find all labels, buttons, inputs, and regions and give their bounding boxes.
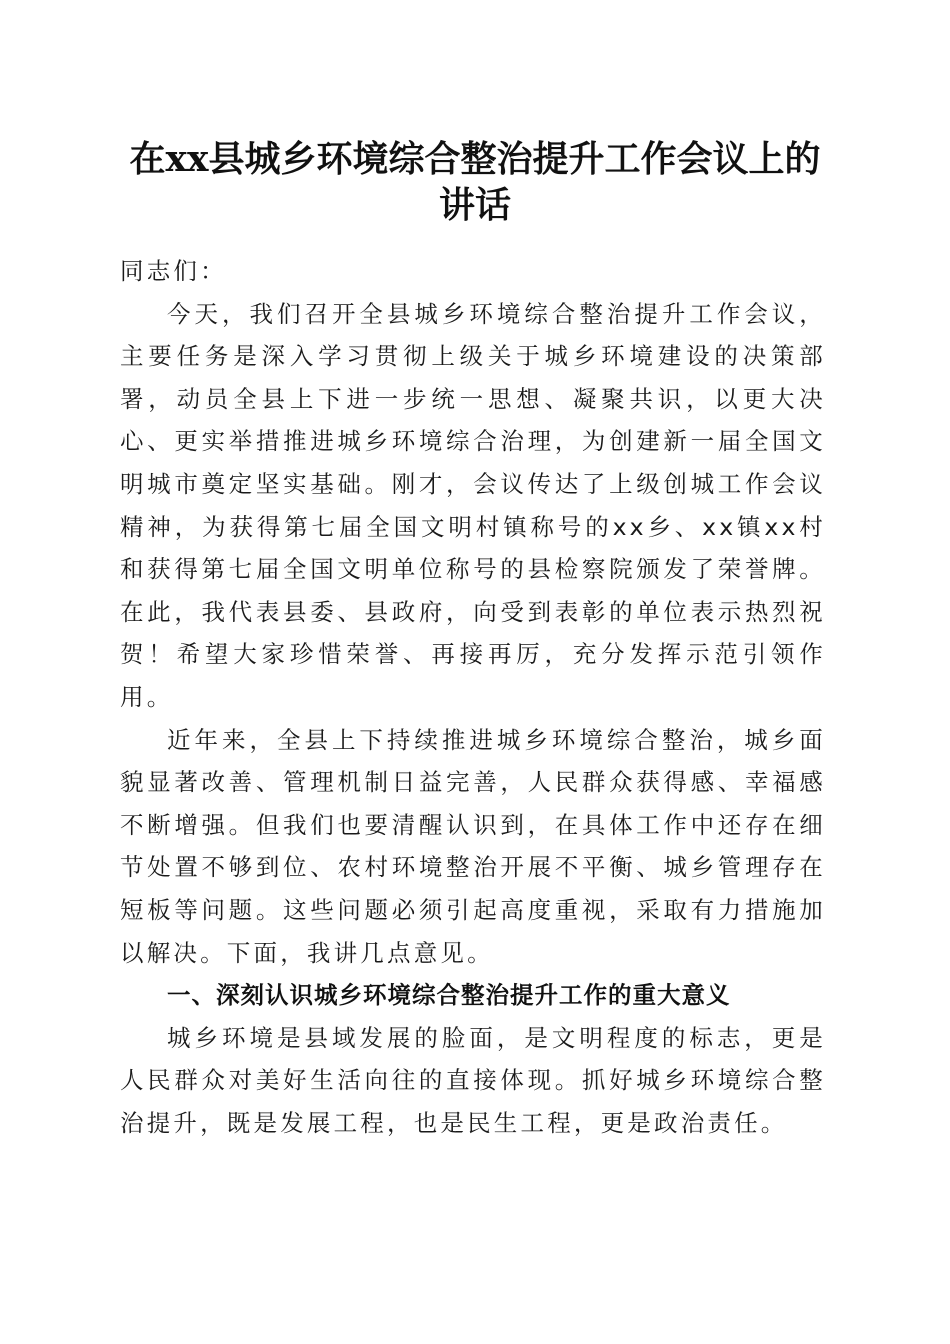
salutation: 同志们： [120,257,227,285]
paragraph-opening: 今天，我们召开全县城乡环境综合整治提升工作会议，主要任务是深入学习贯彻上级关于城乡环境建设的决策部署，动员全县上下进一步统一思想、凝聚共识，以更大决心、更实举措推进城乡环境综合治理，为创建新一届全国文明城市奠定坚实基础。刚才，会议传达了上级创城工作会议精神，为获得第七届全国文明村镇称号的xx乡、xx镇xx村和获得第七届全国文明单位称号的县检察院颁发了荣誉牌。在此，我代表县委、县政府，向受到表彰的单位表示热烈祝贺！希望大家珍惜荣誉、再接再厉，充分发挥示范引领作用。 [120,299,826,711]
section-heading: 一、深刻认识城乡环境综合整治提升工作的重大意义 [167,981,731,1010]
title-line-2: 讲话 [438,184,511,226]
document-title [100,136,850,228]
paragraph-recent-years: 近年来，全县上下持续推进城乡环境综合整治，城乡面貌显著改善、管理机制日益完善，人民群众获得感、幸福感不断增强。但我们也要清醒认识到，在具体工作中还存在细节处置不够到位、农村环境整治开展不平衡、城乡管理存在短板等问题。这些问题必须引起高度重视，采取有力措施加以解决。下面，我讲几点意见。 [120,725,826,967]
document-body [120,250,826,1144]
section-paragraph: 城乡环境是县域发展的脸面，是文明程度的标志，更是人民群众对美好生活向往的直接体现。抓好城乡环境综合整治提升，既是发展工程，也是民生工程，更是政治责任。 [120,1023,826,1137]
title-line-1: 在xx县城乡环境综合整治提升工作会议上的 [129,138,821,180]
